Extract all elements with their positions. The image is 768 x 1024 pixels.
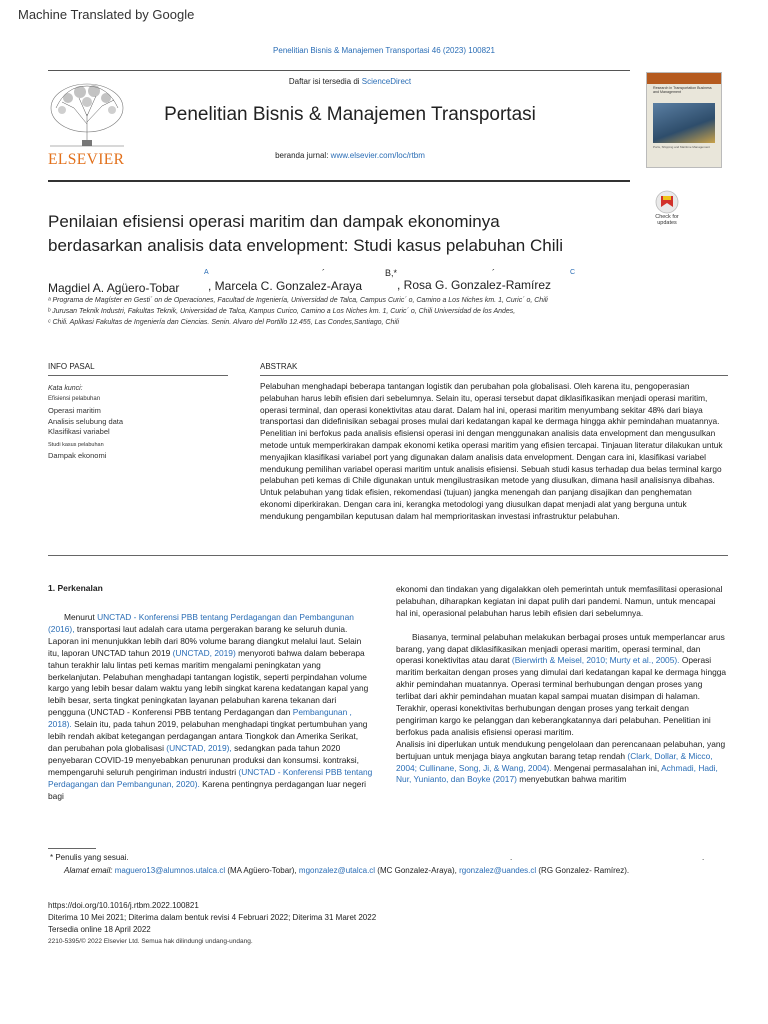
intro-text-h: Operasi maritim berkaitan dengan proses yang dimulai dari kedatangan kapal ke dermaga hingga akhir pemindahan muatannya. Operasi terminal berhubungan dengan proses yang terlibat dari akhir pemindahan muatan kapal sampai muatan disimpan di halaman. Terakhir, operasi konektivitas berhubungan dengan proses yang terkait dengan pengiriman kargo ke pelanggan dan keberangkatannya dari pelabuhan. Penelitian ini berfokus pada analisis efisiensi operasi maritim. [396,655,727,737]
sciencedirect-link[interactable]: ScienceDirect [361,77,412,86]
intro-text-a: Menurut [64,612,98,622]
intro-text-i: Analisis ini diperlukan untuk mendukung pengelolaan dan perencanaan pelabuhan, yang bertujuan untuk menjaga biaya angkutan barang tetap rendah [396,738,726,761]
header-top-rule [48,70,630,71]
citation-unctad-2020[interactable]: (UNCTAD - Konferensi PBB tentang Perdagangan dan Pembangunan, 2020). [48,766,373,789]
author-1[interactable]: Magdiel A. Agüero-Tobar [48,281,180,295]
doi-link[interactable]: https://doi.org/10.1016/j.rtbm.2022.100821 [48,901,199,910]
author-3-affiliation-sup[interactable]: C [570,269,576,276]
journal-homepage [150,151,550,160]
citation-achmadi-2017[interactable]: Achmadi, Hadi, Nur, Yunianto, dan Boyke (2017) [396,762,718,785]
keyword-3: Analisis selubung data [48,417,124,426]
intro-text-d: Selain itu, pada tahun 2019, pelabuhan menghadapi tingkat pertumbuhan yang lebih rendah akibat ketegangan perdagangan antara Tiongkok dan Amerika Serikat, dan perubahan pola globalisasi [48,719,368,753]
intro-text-k: menyebutkan bahwa maritim [516,774,627,785]
body-column-left [48,612,374,803]
citation-unctad-2019b[interactable]: (UNCTAD, 2019), [166,742,232,753]
citation-unctad-2016[interactable]: UNCTAD - Konferensi PBB tentang Perdagangan dan Pembangunan (2016), [48,612,354,634]
affiliation-a: ᵃ Programa de Magíster en Gesti´ on de Operaciones, Facultad de Ingeniería, Universidad de Talca, Campus Curic´ o, Camino a Los Niches km. 1, Curic´ o, Chili [48,297,548,304]
journal-cover-thumbnail [646,72,722,168]
footnote-dot-2: . [702,853,705,862]
footnote-dot-1: . [510,853,513,862]
email-link-2[interactable]: mgonzalez@utalca.cl [298,866,376,875]
elsevier-wordmark: ELSEVIER [48,151,125,168]
section-heading-introduction: 1. Perkenalan [48,583,103,593]
author-list [48,269,728,297]
check-for-updates-button[interactable] [648,190,686,230]
homepage-link[interactable]: www.elsevier.com/loc/rtbm [330,151,425,160]
cover-title-text: Research in Transportation Business and Management [653,86,712,95]
intro-paragraph-2: ekonomi dan tindakan yang digalakkan oleh pemerintah untuk memfasilitasi operasional pelabuhan, diharapkan kegiatan ini dapat pulih dari pandemi. Namun, untuk mencapai hal ini, operasional pelabuhan harus lebih efisien dari sebelumnya. [396,584,723,618]
email-2-owner: (MC Gonzalez-Araya), [375,866,460,875]
intro-text-b: transportasi laut adalah cara utama pergerakan barang ke seluruh dunia. Laporan ini menunjukkan lebih dari 80% volume barang diangkut melalui laut. Selain itu, laporan UNCTAD tahun 2019 [48,623,362,658]
copyright-notice: 2210-5395/© 2022 Elsevier Ltd. Semua hak dilindungi undang-undang. [48,938,253,945]
article-title [48,210,628,258]
available-prefix: Daftar isi tersedia di [288,77,360,86]
abstract-text: Pelabuhan menghadapi beberapa tantangan logistik dan perubahan pola globalisasi. Oleh karena itu, pengoperasian pelabuhan harus lebih efisien dari sebelumnya. Selain itu, operasi tersebut dapat diklasifikasikan menjadi operasi maritim, operasi terminal, dan operasi konektivitas atau darat. Dalam hal ini, operasi maritim menyumbang sekitar 48% dari biaya transportasi dan didefinisikan sebagai proses mulai dari kedatangan kapal ke dermaga hingga akhir pemindahan muatannya. Penelitian ini berfokus pada analisis efisiensi operasi ini dengan menggunakan analisis data envelopment dan mengusulkan metode untuk memperkirakan dampak ekonomi ketika operasi maritim yang efisien tercapai. Tinjauan literatur dilakukan untuk menyajikan klasifikasi variabel port yang digunakan dalam analisis data envelopment. Dengan cara ini, klasifikasi variabel mendukung pemilihan variabel operasi maritim untuk analisis efisiensi. Sebuah studi kasus terhadap dua belas terminal kargo pelabuhan peti kemas di Chile digunakan untuk mengilustrasikan metode yang diusulkan, dimana hasil analisisnya dibahas. Untuk pelabuhan yang tidak efisien, rekomendasi (tujuan) jangka menengah dan panjang disajikan dan penghematan ekonomi diperkirakan. Dengan cara ini, kerangka metodologi yang diusulkan dapat menjadi alat yang berguna untuk mendukung pengambilan keputusan dalam hal memprioritaskan investasi infrastruktur pelabuhan. [260,381,723,521]
cover-image [653,103,715,143]
abstract-rule [260,375,728,376]
author-2-affiliation-sup[interactable]: B,* [385,268,398,278]
keyword-4: Klasifikasi variabel [48,427,110,436]
machine-translated-label: Machine Translated by Google [18,7,195,22]
keyword-6: Dampak ekonomi [48,451,107,460]
citation-clark-cullinane[interactable]: (Clark, Dollar, & Micco, 2004; Cullinane, Song, Ji, & Wang, 2004). [396,750,713,773]
affiliation-c: ᶜ Chili. Aplikasi Fakultas de Ingeniería dan Ciencias. Senin. Alvaro del Portillo 12.455, Las Condes,Santiago, Chili [48,319,400,326]
citation-unctad-2019[interactable]: (UNCTAD, 2019) [172,647,236,658]
intro-paragraph-1 [48,612,374,803]
journal-title: Penelitian Bisnis & Manajemen Transportasi [164,104,536,125]
email-link-1[interactable]: maguero13@alumnos.utalca.cl [114,866,226,875]
check-updates-label: Check for updates [655,214,679,226]
available-online-date: Tersedia online 18 April 2022 [48,925,151,934]
intro-text-c: menyoroti bahwa dalam beberapa tahun terakhir lalu lintas peti kemas maritim mengalami peningkatan yang berkelanjutan. Pelabuhan menghadapi tantangan logistik, seperti perpindahan volume kargo yang lebih besar dalam waktu yang lebih singkat karena kedatangan kapal yang lebih besar, serta tingkat peningkatan layanan pelabuhan karena tekanan dari pengguna (UNCTAD - Konferensi PBB tentang Perdagangan dan [48,647,369,718]
article-info-heading: INFO PASAL [48,362,95,371]
email-link-3[interactable]: rgonzalez@uandes.cl [459,866,537,875]
footnote-rule [48,848,96,849]
info-rule [48,375,228,376]
email-addresses [64,866,764,875]
author-3[interactable]: , Rosa G. Gonzalez-Ramírez [397,278,552,292]
article-title-line-2: berdasarkan analisis data envelopment: Studi kasus pelabuhan Chili [48,236,564,255]
contents-available [150,77,550,86]
citation-bierwirth-murty[interactable]: (Bierwirth & Meisel, 2010; Murty et al., 2005). [511,655,680,666]
abstract-bottom-rule [48,555,728,556]
intro-text-f: Karena pentingnya perdagangan luar negeri bagi [48,778,367,801]
check-updates-icon [648,190,686,214]
corresponding-author-note: * Penulis yang sesuai. [50,853,129,862]
intro-text-g: Biasanya, terminal pelabuhan melakukan berbagai proses untuk memperlancar arus barang, yang dapat diklasifikasikan menjadi operasi maritim, operasi terminal, dan operasi konektivitas atau darat [396,631,725,666]
intro-text-e: sedangkan pada tahun 2020 penyebaran COVID-19 menyebabkan penurunan produksi dan konsumsi. kontraksi, mempengaruhi seluruh pengiriman industri industri [48,742,359,777]
email-label: Alamat email: [64,866,113,875]
abstract-heading: ABSTRAK [260,362,298,371]
keyword-1: Efisiensi pelabuhan [48,396,101,402]
author-1-affiliation-sup[interactable]: A [204,269,209,276]
keyword-2: Operasi maritim [48,406,101,415]
intro-text-j: Mengenai permasalahan ini, [551,762,662,773]
journal-reference-link[interactable]: Penelitian Bisnis & Manajemen Transportasi 46 (2023) 100821 [273,46,495,55]
email-1-owner: (MA Agüero-Tobar), [225,866,299,875]
article-title-line-1: Penilaian efisiensi operasi maritim dan dampak ekonominya [48,212,500,231]
cover-subtitle-text: Ports, Shipping and Maritime Management [653,145,710,149]
affiliation-b: ᵇ Jurusan Teknik Industri, Fakultas Teknik, Universidad de Talca, Kampus Curico, Camino a Los Niches km. 1, Curic´ o, Chili Universidad de los Andes, [48,308,516,315]
citation-pembangunan-2018[interactable]: Pembangunan , 2018). [48,707,352,730]
accent-mark-2: ´ [492,268,495,278]
homepage-prefix: beranda jurnal: [275,151,329,160]
keywords-label: Kata kunci: [48,385,83,392]
keyword-5-label: Studi kasus pelabuhan [48,442,104,448]
cover-band [647,73,721,84]
accent-mark-1: ´ [322,268,325,278]
header-bottom-rule [48,180,630,182]
author-2[interactable]: , Marcela C. Gonzalez-Araya [208,279,363,293]
received-dates: Diterima 10 Mei 2021; Diterima dalam bentuk revisi 4 Februari 2022; Diterima 31 Maret 2022 [48,913,377,922]
body-column-right [396,584,728,786]
intro-paragraph-4 [396,739,728,787]
email-3-owner: (RG Gonzalez- Ramírez). [536,866,630,875]
intro-paragraph-3 [396,632,728,739]
